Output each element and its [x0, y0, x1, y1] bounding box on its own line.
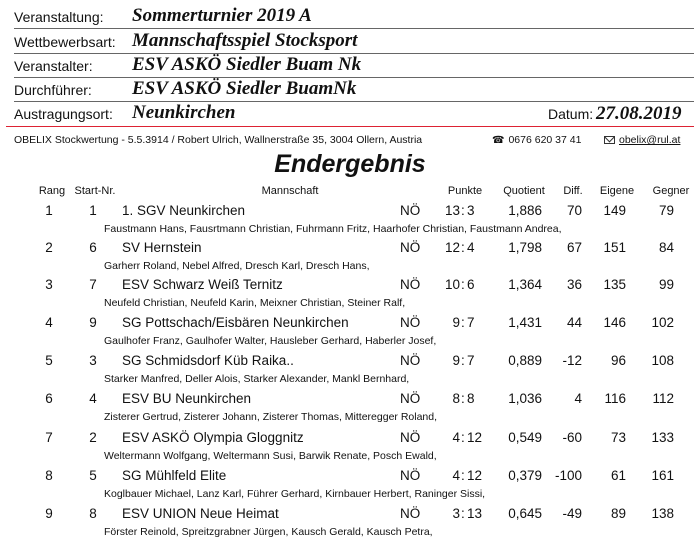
quotient: 1,798 — [508, 240, 542, 255]
col-gegner: Gegner — [652, 185, 690, 197]
points-won: 4 — [452, 468, 460, 483]
start-number: 7 — [89, 277, 97, 292]
rank: 9 — [45, 506, 53, 521]
team-name: ESV BU Neunkirchen — [122, 391, 252, 406]
points-won: 8 — [452, 391, 460, 406]
team-name: SG Schmidsdorf Küb Raika.. — [122, 353, 294, 368]
rank: 6 — [45, 391, 53, 406]
col-team: Mannschaft — [261, 185, 319, 197]
points-lost: 7 — [467, 315, 475, 330]
table-row — [0, 240, 700, 279]
quotient: 1,036 — [508, 391, 542, 406]
opponent-score: 79 — [658, 203, 674, 218]
points-won: 12 — [444, 240, 460, 255]
executor-label: Durchführer: — [14, 82, 92, 98]
table-row — [0, 468, 700, 507]
competition-type-value: Mannschaftsspiel Stocksport — [132, 30, 358, 51]
own-score: 61 — [610, 468, 626, 483]
diff: 67 — [566, 240, 582, 255]
diff: 36 — [566, 277, 582, 292]
start-number: 8 — [89, 506, 97, 521]
rank: 4 — [45, 315, 53, 330]
points-won: 10 — [444, 277, 460, 292]
points-sep: : — [461, 277, 465, 292]
quotient: 0,889 — [508, 353, 542, 368]
points-lost: 13 — [467, 506, 483, 521]
red-divider — [6, 126, 694, 127]
points-sep: : — [461, 315, 465, 330]
table-row — [0, 203, 700, 242]
player-list: Neufeld Christian, Neufeld Karin, Meixner Christian, Steiner Ralf, — [104, 297, 406, 309]
start-number: 3 — [89, 353, 97, 368]
start-number: 2 — [89, 430, 97, 445]
team-name: 1. SGV Neunkirchen — [122, 203, 246, 218]
table-row — [0, 430, 700, 469]
rank: 1 — [45, 203, 53, 218]
region: NÖ — [400, 506, 421, 521]
points-sep: : — [461, 240, 465, 255]
team-name: SG Pottschach/Eisbären Neunkirchen — [122, 315, 349, 330]
divider — [14, 101, 694, 102]
venue-label: Austragungsort: — [14, 106, 113, 122]
points-sep: : — [461, 468, 465, 483]
quotient: 1,431 — [508, 315, 542, 330]
email-link[interactable]: obelix@rul.at — [619, 134, 681, 146]
email-contact — [604, 134, 680, 146]
start-number: 5 — [89, 468, 97, 483]
diff: -12 — [562, 353, 582, 368]
region: NÖ — [400, 315, 421, 330]
opponent-score: 102 — [651, 315, 674, 330]
competition-type-label: Wettbewerbsart: — [14, 34, 116, 50]
diff: 70 — [566, 203, 582, 218]
col-diff: Diff. — [563, 185, 583, 197]
rank: 8 — [45, 468, 53, 483]
executor-value: ESV ASKÖ Siedler BuamNk — [132, 78, 357, 99]
team-name: SV Hernstein — [122, 240, 202, 255]
player-list: Förster Reinold, Spreitzgrabner Jürgen, Kausch Gerald, Kausch Petra, — [104, 526, 433, 538]
quotient: 0,645 — [508, 506, 542, 521]
table-row — [0, 315, 700, 354]
own-score: 89 — [610, 506, 626, 521]
team-name: ESV Schwarz Weiß Ternitz — [122, 277, 283, 292]
points-won: 4 — [452, 430, 460, 445]
points-sep: : — [461, 203, 465, 218]
region: NÖ — [400, 240, 421, 255]
region: NÖ — [400, 430, 421, 445]
team-name: ESV ASKÖ Olympia Gloggnitz — [122, 430, 304, 445]
points-lost: 3 — [467, 203, 475, 218]
organizer-label: Veranstalter: — [14, 58, 93, 74]
points-lost: 8 — [467, 391, 475, 406]
region: NÖ — [400, 353, 421, 368]
opponent-score: 161 — [651, 468, 674, 483]
diff: -100 — [554, 468, 582, 483]
quotient: 0,379 — [508, 468, 542, 483]
software-info: OBELIX Stockwertung - 5.5.3914 / Robert Ulrich, Wallnerstraße 35, 3004 Ollern, Austria — [14, 134, 423, 146]
event-label: Veranstaltung: — [14, 9, 104, 25]
quotient: 0,549 — [508, 430, 542, 445]
own-score: 146 — [603, 315, 626, 330]
points-lost: 7 — [467, 353, 475, 368]
own-score: 151 — [603, 240, 626, 255]
table-row — [0, 506, 700, 545]
rank: 5 — [45, 353, 53, 368]
start-number: 4 — [89, 391, 97, 406]
col-start: Start-Nr. — [74, 185, 116, 197]
player-list: Koglbauer Michael, Lanz Karl, Führer Gerhard, Kirnbauer Herbert, Raninger Sissi, — [104, 488, 486, 500]
table-row — [0, 353, 700, 392]
points-lost: 12 — [467, 430, 483, 445]
player-list: Weltermann Wolfgang, Weltermann Susi, Barwik Renate, Posch Ewald, — [104, 450, 437, 462]
region: NÖ — [400, 203, 421, 218]
own-score: 135 — [603, 277, 626, 292]
start-number: 9 — [89, 315, 97, 330]
player-list: Gaulhofer Franz, Gaulhofer Walter, Hausleber Gerhard, Haberler Josef, — [104, 335, 437, 347]
player-list: Zisterer Gertrud, Zisterer Johann, Zisterer Thomas, Mitteregger Roland, — [104, 411, 438, 423]
table-row — [0, 391, 700, 430]
points-won: 3 — [452, 506, 460, 521]
diff: -49 — [562, 506, 582, 521]
opponent-score: 133 — [651, 430, 674, 445]
quotient: 1,886 — [508, 203, 542, 218]
opponent-score: 138 — [651, 506, 674, 521]
venue-value: Neunkirchen — [132, 102, 236, 123]
organizer-value: ESV ASKÖ Siedler Buam Nk — [132, 54, 362, 75]
opponent-score: 112 — [652, 391, 674, 406]
phone-number: 0676 620 37 41 — [508, 134, 582, 146]
phone-icon: ☎ — [492, 135, 505, 146]
own-score: 96 — [610, 353, 626, 368]
quotient: 1,364 — [508, 277, 542, 292]
opponent-score: 99 — [658, 277, 674, 292]
col-quotient: Quotient — [503, 185, 545, 197]
start-number: 1 — [89, 203, 97, 218]
own-score: 149 — [603, 203, 626, 218]
opponent-score: 84 — [658, 240, 674, 255]
own-score: 116 — [604, 391, 626, 406]
player-list: Faustmann Hans, Fausrtmann Christian, Fuhrmann Fritz, Haarhofer Christian, Faustmann Andrea, — [104, 223, 562, 235]
col-eigene: Eigene — [599, 185, 635, 197]
points-lost: 4 — [467, 240, 475, 255]
points-sep: : — [461, 391, 465, 406]
points-lost: 6 — [467, 277, 475, 292]
divider — [14, 28, 694, 29]
points-won: 9 — [452, 315, 460, 330]
start-number: 6 — [89, 240, 97, 255]
mail-icon — [604, 136, 615, 144]
date-value: 27.08.2019 — [596, 103, 682, 124]
diff: 4 — [574, 391, 582, 406]
diff: -60 — [562, 430, 582, 445]
col-punkte: Punkte — [447, 185, 483, 197]
col-rang: Rang — [38, 185, 66, 197]
phone-contact — [492, 134, 581, 146]
region: NÖ — [400, 277, 421, 292]
rank: 7 — [45, 430, 53, 445]
opponent-score: 108 — [651, 353, 674, 368]
rank: 2 — [45, 240, 53, 255]
date-label: Datum: — [548, 106, 594, 122]
rank: 3 — [45, 277, 53, 292]
page-title: Endergebnis — [274, 150, 426, 178]
table-row — [0, 277, 700, 316]
points-won: 9 — [452, 353, 460, 368]
region: NÖ — [400, 468, 421, 483]
player-list: Starker Manfred, Deller Alois, Starker Alexander, Mankl Bernhard, — [104, 373, 410, 385]
diff: 44 — [566, 315, 582, 330]
points-sep: : — [461, 506, 465, 521]
points-lost: 12 — [467, 468, 483, 483]
region: NÖ — [400, 391, 421, 406]
points-won: 13 — [444, 203, 460, 218]
player-list: Garherr Roland, Nebel Alfred, Dresch Karl, Dresch Hans, — [104, 260, 370, 272]
points-sep: : — [461, 353, 465, 368]
points-sep: : — [461, 430, 465, 445]
own-score: 73 — [610, 430, 626, 445]
team-name: ESV UNION Neue Heimat — [122, 506, 279, 521]
team-name: SG Mühlfeld Elite — [122, 468, 227, 483]
event-value: Sommerturnier 2019 A — [132, 5, 312, 26]
